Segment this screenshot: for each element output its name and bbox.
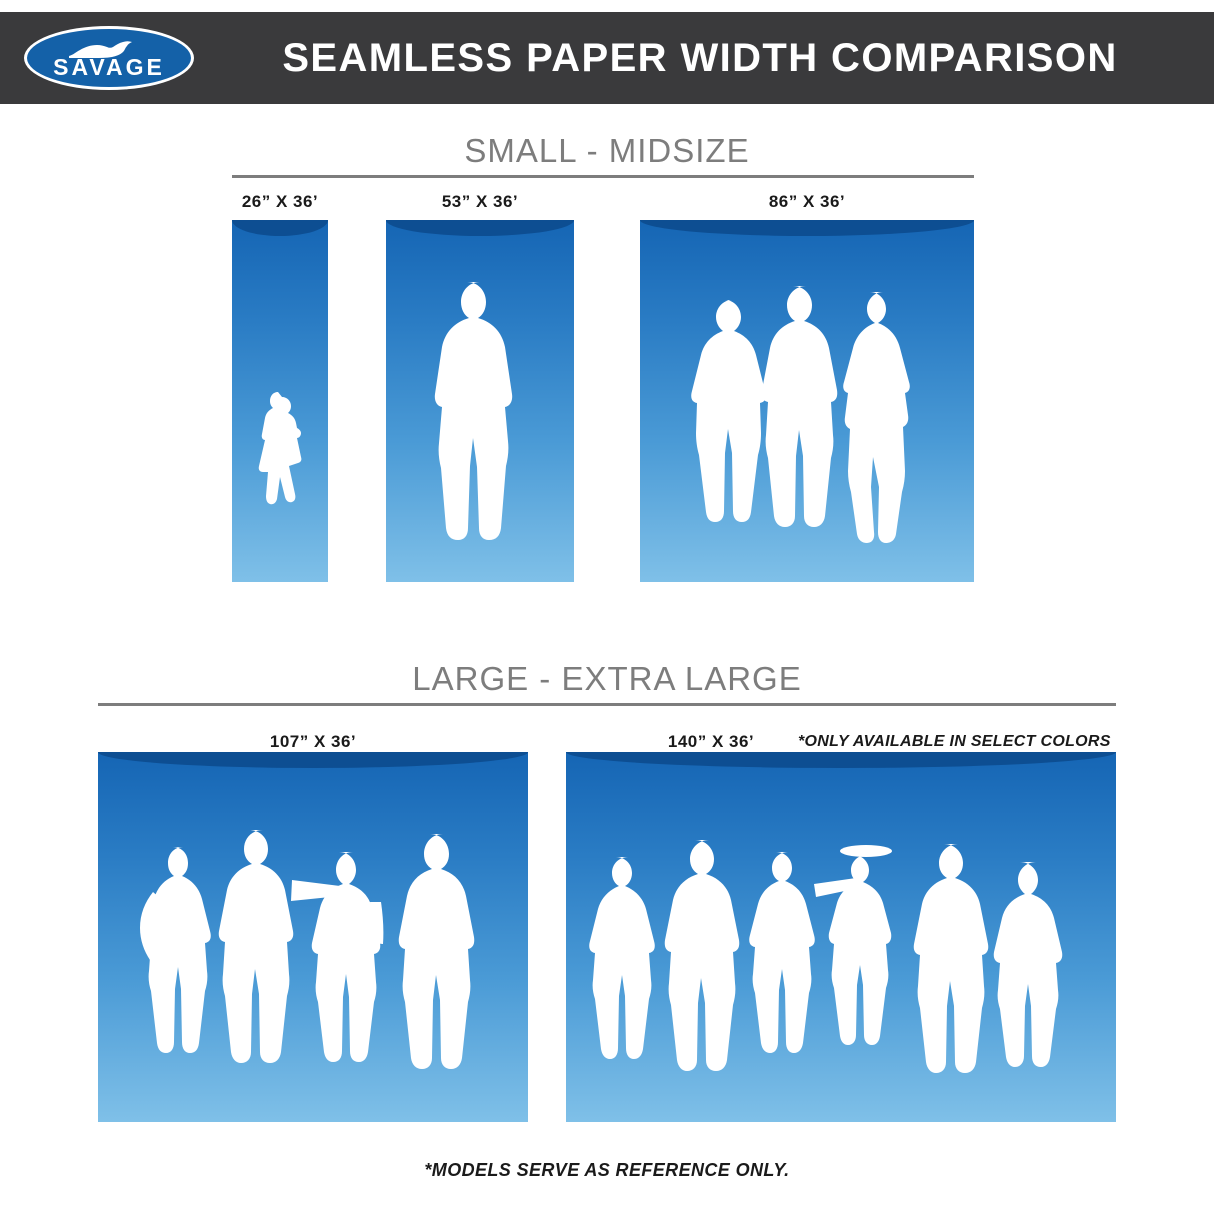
paper-panel-107 — [98, 752, 528, 1122]
panel-label-26: 26” X 36’ — [241, 192, 319, 211]
panel-label-140: 140” X 36’ — [667, 732, 755, 751]
select-colors-note: *ONLY AVAILABLE IN SELECT COLORS — [798, 733, 1111, 750]
section-title-large-extra-large: LARGE - EXTRA LARGE — [412, 660, 802, 697]
paper-panel-140 — [566, 752, 1116, 1122]
model-silhouettes-53 — [386, 220, 574, 582]
logo-ellipse — [24, 26, 194, 90]
paper-panel-53 — [386, 220, 574, 582]
section-rule-large-extra-large — [98, 703, 1116, 706]
section-rule-small-midsize — [232, 175, 974, 178]
footnote: *MODELS SERVE AS REFERENCE ONLY. — [424, 1160, 790, 1180]
page-header — [0, 12, 1214, 104]
section-title-small-midsize: SMALL - MIDSIZE — [464, 132, 750, 169]
model-silhouettes-26 — [232, 220, 328, 582]
model-silhouettes-107 — [98, 752, 528, 1122]
model-silhouettes-140 — [566, 752, 1116, 1122]
paper-panel-86 — [640, 220, 974, 582]
brand-logo — [14, 20, 204, 96]
panel-label-86: 86” X 36’ — [768, 192, 846, 211]
brand-name: SAVAGE — [53, 54, 165, 80]
paper-panel-26 — [232, 220, 328, 582]
panel-label-53: 53” X 36’ — [441, 192, 519, 211]
model-silhouettes-86 — [640, 220, 974, 582]
page-title: SEAMLESS PAPER WIDTH COMPARISON — [282, 35, 1118, 80]
panel-label-107: 107” X 36’ — [269, 732, 357, 751]
